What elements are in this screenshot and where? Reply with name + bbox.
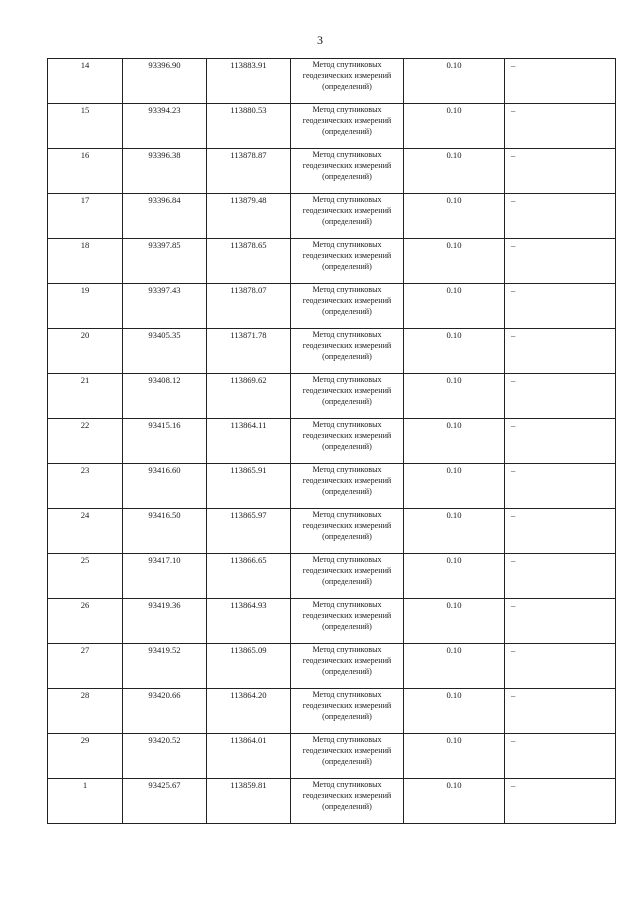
table-row [48, 329, 616, 374]
note-cell: – [505, 59, 616, 104]
table-row [48, 734, 616, 779]
x-coordinate-cell: 93420.66 [123, 689, 207, 734]
note-cell: – [505, 284, 616, 329]
method-cell: Метод спутниковых геодезических измерений (определений) [291, 59, 404, 104]
x-coordinate-cell: 93419.36 [123, 599, 207, 644]
accuracy-cell: 0.10 [404, 284, 505, 329]
table-row [48, 374, 616, 419]
table-row [48, 149, 616, 194]
method-cell: Метод спутниковых геодезических измерений (определений) [291, 104, 404, 149]
point-number-cell: 23 [48, 464, 123, 509]
method-cell: Метод спутниковых геодезических измерений (определений) [291, 599, 404, 644]
accuracy-cell: 0.10 [404, 464, 505, 509]
y-coordinate-cell: 113865.97 [207, 509, 291, 554]
y-coordinate-cell: 113865.09 [207, 644, 291, 689]
table-row [48, 644, 616, 689]
method-cell: Метод спутниковых геодезических измерений (определений) [291, 464, 404, 509]
point-number-cell: 25 [48, 554, 123, 599]
y-coordinate-cell: 113880.53 [207, 104, 291, 149]
method-cell: Метод спутниковых геодезических измерений (определений) [291, 194, 404, 239]
method-cell: Метод спутниковых геодезических измерений (определений) [291, 734, 404, 779]
note-cell: – [505, 599, 616, 644]
point-number-cell: 27 [48, 644, 123, 689]
page-number: 3 [317, 33, 323, 47]
point-number-cell: 22 [48, 419, 123, 464]
accuracy-cell: 0.10 [404, 104, 505, 149]
y-coordinate-cell: 113864.93 [207, 599, 291, 644]
accuracy-cell: 0.10 [404, 59, 505, 104]
table-row [48, 419, 616, 464]
table-row [48, 599, 616, 644]
point-number-cell: 21 [48, 374, 123, 419]
y-coordinate-cell: 113864.20 [207, 689, 291, 734]
accuracy-cell: 0.10 [404, 689, 505, 734]
note-cell: – [505, 644, 616, 689]
y-coordinate-cell: 113878.07 [207, 284, 291, 329]
x-coordinate-cell: 93396.90 [123, 59, 207, 104]
x-coordinate-cell: 93397.43 [123, 284, 207, 329]
x-coordinate-cell: 93416.50 [123, 509, 207, 554]
method-cell: Метод спутниковых геодезических измерений (определений) [291, 419, 404, 464]
table-row [48, 464, 616, 509]
accuracy-cell: 0.10 [404, 149, 505, 194]
y-coordinate-cell: 113864.01 [207, 734, 291, 779]
x-coordinate-cell: 93416.60 [123, 464, 207, 509]
note-cell: – [505, 374, 616, 419]
method-cell: Метод спутниковых геодезических измерений (определений) [291, 644, 404, 689]
x-coordinate-cell: 93417.10 [123, 554, 207, 599]
y-coordinate-cell: 113871.78 [207, 329, 291, 374]
point-number-cell: 14 [48, 59, 123, 104]
point-number-cell: 24 [48, 509, 123, 554]
coordinates-table [47, 58, 616, 824]
method-cell: Метод спутниковых геодезических измерений (определений) [291, 284, 404, 329]
y-coordinate-cell: 113859.81 [207, 779, 291, 824]
table-row [48, 779, 616, 824]
y-coordinate-cell: 113864.11 [207, 419, 291, 464]
note-cell: – [505, 419, 616, 464]
y-coordinate-cell: 113879.48 [207, 194, 291, 239]
note-cell: – [505, 329, 616, 374]
point-number-cell: 18 [48, 239, 123, 284]
x-coordinate-cell: 93396.84 [123, 194, 207, 239]
accuracy-cell: 0.10 [404, 509, 505, 554]
method-cell: Метод спутниковых геодезических измерений (определений) [291, 779, 404, 824]
table-row [48, 554, 616, 599]
accuracy-cell: 0.10 [404, 734, 505, 779]
y-coordinate-cell: 113878.65 [207, 239, 291, 284]
x-coordinate-cell: 93425.67 [123, 779, 207, 824]
x-coordinate-cell: 93394.23 [123, 104, 207, 149]
x-coordinate-cell: 93396.38 [123, 149, 207, 194]
point-number-cell: 29 [48, 734, 123, 779]
table-row [48, 104, 616, 149]
accuracy-cell: 0.10 [404, 239, 505, 284]
point-number-cell: 17 [48, 194, 123, 239]
y-coordinate-cell: 113865.91 [207, 464, 291, 509]
table-row [48, 239, 616, 284]
point-number-cell: 15 [48, 104, 123, 149]
note-cell: – [505, 734, 616, 779]
y-coordinate-cell: 113878.87 [207, 149, 291, 194]
note-cell: – [505, 239, 616, 284]
x-coordinate-cell: 93419.52 [123, 644, 207, 689]
y-coordinate-cell: 113883.91 [207, 59, 291, 104]
x-coordinate-cell: 93405.35 [123, 329, 207, 374]
note-cell: – [505, 464, 616, 509]
method-cell: Метод спутниковых геодезических измерений (определений) [291, 329, 404, 374]
note-cell: – [505, 194, 616, 239]
accuracy-cell: 0.10 [404, 374, 505, 419]
y-coordinate-cell: 113866.65 [207, 554, 291, 599]
y-coordinate-cell: 113869.62 [207, 374, 291, 419]
note-cell: – [505, 779, 616, 824]
accuracy-cell: 0.10 [404, 779, 505, 824]
point-number-cell: 16 [48, 149, 123, 194]
coordinates-table-body [48, 59, 616, 824]
table-row [48, 509, 616, 554]
method-cell: Метод спутниковых геодезических измерений (определений) [291, 149, 404, 194]
accuracy-cell: 0.10 [404, 599, 505, 644]
accuracy-cell: 0.10 [404, 419, 505, 464]
note-cell: – [505, 149, 616, 194]
accuracy-cell: 0.10 [404, 194, 505, 239]
x-coordinate-cell: 93415.16 [123, 419, 207, 464]
note-cell: – [505, 104, 616, 149]
method-cell: Метод спутниковых геодезических измерений (определений) [291, 689, 404, 734]
method-cell: Метод спутниковых геодезических измерений (определений) [291, 509, 404, 554]
x-coordinate-cell: 93397.85 [123, 239, 207, 284]
point-number-cell: 19 [48, 284, 123, 329]
note-cell: – [505, 554, 616, 599]
table-row [48, 689, 616, 734]
table-row [48, 284, 616, 329]
accuracy-cell: 0.10 [404, 329, 505, 374]
point-number-cell: 20 [48, 329, 123, 374]
point-number-cell: 28 [48, 689, 123, 734]
method-cell: Метод спутниковых геодезических измерений (определений) [291, 554, 404, 599]
method-cell: Метод спутниковых геодезических измерений (определений) [291, 239, 404, 284]
table-row [48, 59, 616, 104]
method-cell: Метод спутниковых геодезических измерений (определений) [291, 374, 404, 419]
point-number-cell: 26 [48, 599, 123, 644]
accuracy-cell: 0.10 [404, 554, 505, 599]
x-coordinate-cell: 93420.52 [123, 734, 207, 779]
point-number-cell: 1 [48, 779, 123, 824]
note-cell: – [505, 509, 616, 554]
table-row [48, 194, 616, 239]
x-coordinate-cell: 93408.12 [123, 374, 207, 419]
accuracy-cell: 0.10 [404, 644, 505, 689]
note-cell: – [505, 689, 616, 734]
